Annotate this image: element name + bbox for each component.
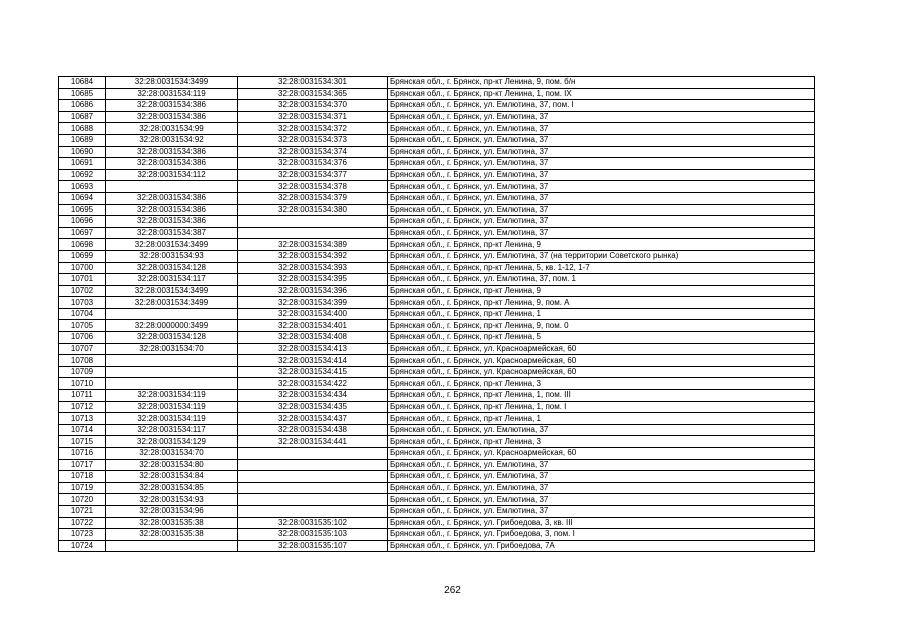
address-cell: Брянская обл., г. Брянск, ул. Емлютина, 37: [388, 204, 815, 216]
cadastral-object-number-cell: 32:28:0031535:103: [238, 529, 388, 541]
address-cell: Брянская обл., г. Брянск, ул. Емлютина, 37: [388, 227, 815, 239]
address-cell: Брянская обл., г. Брянск, ул. Емлютина, 37: [388, 459, 815, 471]
row-number-cell: 10690: [59, 146, 106, 158]
cadastral-land-number-cell: 32:28:0031534:117: [106, 424, 238, 436]
cadastral-land-number-cell: 32:28:0031534:119: [106, 390, 238, 402]
table-row: [59, 355, 815, 367]
cadastral-object-number-cell: 32:28:0031534:435: [238, 401, 388, 413]
row-number-cell: 10720: [59, 494, 106, 506]
row-number-cell: 10693: [59, 181, 106, 193]
table-row: [59, 424, 815, 436]
cadastral-object-number-cell: 32:28:0031534:377: [238, 169, 388, 181]
row-number-cell: 10687: [59, 111, 106, 123]
table-row: [59, 239, 815, 251]
table-row: [59, 88, 815, 100]
address-cell: Брянская обл., г. Брянск, пр-кт Ленина, 9, пом. 0: [388, 320, 815, 332]
cadastral-land-number-cell: 32:28:0031534:70: [106, 448, 238, 460]
address-cell: Брянская обл., г. Брянск, пр-кт Ленина, 3: [388, 436, 815, 448]
table-row: [59, 111, 815, 123]
table-row: [59, 517, 815, 529]
address-cell: Брянская обл., г. Брянск, ул. Емлютина, 37: [388, 181, 815, 193]
cadastral-object-number-cell: 32:28:0031534:400: [238, 308, 388, 320]
cadastral-object-number-cell: [238, 471, 388, 483]
table-row: [59, 401, 815, 413]
cadastral-land-number-cell: 32:28:0031534:96: [106, 505, 238, 517]
cadastral-object-number-cell: 32:28:0031534:301: [238, 77, 388, 89]
table-row: [59, 378, 815, 390]
row-number-cell: 10699: [59, 250, 106, 262]
cadastral-land-number-cell: 32:28:0031534:128: [106, 332, 238, 344]
row-number-cell: 10702: [59, 285, 106, 297]
row-number-cell: 10710: [59, 378, 106, 390]
address-cell: Брянская обл., г. Брянск, ул. Емлютина, 37: [388, 158, 815, 170]
cadastral-object-number-cell: 32:28:0031534:396: [238, 285, 388, 297]
cadastral-object-number-cell: 32:28:0031534:380: [238, 204, 388, 216]
cadastral-land-number-cell: 32:28:0031534:92: [106, 134, 238, 146]
cadastral-object-number-cell: 32:28:0031534:376: [238, 158, 388, 170]
table-row: [59, 343, 815, 355]
table-row: [59, 100, 815, 112]
address-cell: Брянская обл., г. Брянск, пр-кт Ленина, 9, пом. А: [388, 297, 815, 309]
cadastral-land-number-cell: 32:28:0031534:112: [106, 169, 238, 181]
table-row: [59, 227, 815, 239]
address-cell: Брянская обл., г. Брянск, ул. Красноармейская, 60: [388, 343, 815, 355]
cadastral-land-number-cell: 32:28:0031534:386: [106, 146, 238, 158]
property-registry-table: [58, 76, 815, 552]
cadastral-object-number-cell: 32:28:0031534:434: [238, 390, 388, 402]
table-row: [59, 505, 815, 517]
address-cell: Брянская обл., г. Брянск, ул. Емлютина, 37: [388, 494, 815, 506]
row-number-cell: 10721: [59, 505, 106, 517]
address-cell: Брянская обл., г. Брянск, пр-кт Ленина, 1: [388, 308, 815, 320]
table-row: [59, 181, 815, 193]
address-cell: Брянская обл., г. Брянск, пр-кт Ленина, 9, пом. б/н: [388, 77, 815, 89]
cadastral-object-number-cell: 32:28:0031534:422: [238, 378, 388, 390]
table-row: [59, 158, 815, 170]
address-cell: Брянская обл., г. Брянск, ул. Емлютина, 37: [388, 134, 815, 146]
cadastral-object-number-cell: [238, 505, 388, 517]
address-cell: Брянская обл., г. Брянск, ул. Емлютина, 37: [388, 216, 815, 228]
row-number-cell: 10709: [59, 366, 106, 378]
row-number-cell: 10698: [59, 239, 106, 251]
cadastral-land-number-cell: 32:28:0031534:3499: [106, 285, 238, 297]
cadastral-land-number-cell: 32:28:0031534:3499: [106, 239, 238, 251]
row-number-cell: 10708: [59, 355, 106, 367]
cadastral-land-number-cell: [106, 308, 238, 320]
address-cell: Брянская обл., г. Брянск, ул. Емлютина, 37: [388, 192, 815, 204]
table-row: [59, 529, 815, 541]
cadastral-object-number-cell: 32:28:0031534:437: [238, 413, 388, 425]
cadastral-object-number-cell: 32:28:0031534:414: [238, 355, 388, 367]
table-row: [59, 297, 815, 309]
table-row: [59, 494, 815, 506]
row-number-cell: 10686: [59, 100, 106, 112]
cadastral-land-number-cell: 32:28:0031534:84: [106, 471, 238, 483]
address-cell: Брянская обл., г. Брянск, пр-кт Ленина, 9: [388, 239, 815, 251]
address-cell: Брянская обл., г. Брянск, ул. Красноармейская, 60: [388, 355, 815, 367]
row-number-cell: 10714: [59, 424, 106, 436]
table-row: [59, 146, 815, 158]
cadastral-land-number-cell: 32:28:0031534:80: [106, 459, 238, 471]
cadastral-object-number-cell: 32:28:0031535:107: [238, 540, 388, 552]
cadastral-object-number-cell: [238, 482, 388, 494]
address-cell: Брянская обл., г. Брянск, ул. Емлютина, 37: [388, 482, 815, 494]
address-cell: Брянская обл., г. Брянск, ул. Емлютина, 37, пом. I: [388, 100, 815, 112]
cadastral-object-number-cell: 32:28:0031535:102: [238, 517, 388, 529]
address-cell: Брянская обл., г. Брянск, пр-кт Ленина, 1, пом. III: [388, 390, 815, 402]
cadastral-land-number-cell: [106, 366, 238, 378]
cadastral-object-number-cell: 32:28:0031534:379: [238, 192, 388, 204]
row-number-cell: 10712: [59, 401, 106, 413]
cadastral-object-number-cell: 32:28:0031534:438: [238, 424, 388, 436]
cadastral-object-number-cell: [238, 459, 388, 471]
row-number-cell: 10723: [59, 529, 106, 541]
table-row: [59, 262, 815, 274]
cadastral-land-number-cell: 32:28:0031534:386: [106, 204, 238, 216]
address-cell: Брянская обл., г. Брянск, ул. Грибоедова, 3, кв. III: [388, 517, 815, 529]
address-cell: Брянская обл., г. Брянск, пр-кт Ленина, 1, пом. I: [388, 401, 815, 413]
row-number-cell: 10685: [59, 88, 106, 100]
table-row: [59, 332, 815, 344]
cadastral-land-number-cell: 32:28:0031534:3499: [106, 77, 238, 89]
cadastral-object-number-cell: 32:28:0031534:374: [238, 146, 388, 158]
cadastral-object-number-cell: [238, 494, 388, 506]
cadastral-object-number-cell: 32:28:0031534:370: [238, 100, 388, 112]
cadastral-land-number-cell: 32:28:0031534:387: [106, 227, 238, 239]
table-row: [59, 320, 815, 332]
table-row: [59, 366, 815, 378]
address-cell: Брянская обл., г. Брянск, ул. Грибоедова, 3, пом. I: [388, 529, 815, 541]
table-row: [59, 390, 815, 402]
cadastral-land-number-cell: [106, 181, 238, 193]
cadastral-land-number-cell: 32:28:0031534:3499: [106, 297, 238, 309]
cadastral-object-number-cell: 32:28:0031534:441: [238, 436, 388, 448]
cadastral-land-number-cell: 32:28:0031534:93: [106, 494, 238, 506]
cadastral-object-number-cell: 32:28:0031534:408: [238, 332, 388, 344]
address-cell: Брянская обл., г. Брянск, пр-кт Ленина, 5: [388, 332, 815, 344]
row-number-cell: 10704: [59, 308, 106, 320]
cadastral-object-number-cell: 32:28:0031534:392: [238, 250, 388, 262]
cadastral-land-number-cell: 32:28:0000000:3499: [106, 320, 238, 332]
row-number-cell: 10724: [59, 540, 106, 552]
cadastral-object-number-cell: [238, 216, 388, 228]
cadastral-land-number-cell: 32:28:0031535:38: [106, 529, 238, 541]
cadastral-object-number-cell: 32:28:0031534:389: [238, 239, 388, 251]
row-number-cell: 10701: [59, 274, 106, 286]
table-row: [59, 285, 815, 297]
address-cell: Брянская обл., г. Брянск, ул. Емлютина, 37 (на территории Советского рынка): [388, 250, 815, 262]
cadastral-land-number-cell: [106, 540, 238, 552]
cadastral-object-number-cell: [238, 448, 388, 460]
address-cell: Брянская обл., г. Брянск, ул. Емлютина, 37: [388, 471, 815, 483]
cadastral-land-number-cell: 32:28:0031534:386: [106, 216, 238, 228]
cadastral-land-number-cell: [106, 378, 238, 390]
cadastral-land-number-cell: 32:28:0031534:129: [106, 436, 238, 448]
row-number-cell: 10713: [59, 413, 106, 425]
cadastral-object-number-cell: 32:28:0031534:371: [238, 111, 388, 123]
address-cell: Брянская обл., г. Брянск, пр-кт Ленина, 1, пом. IX: [388, 88, 815, 100]
table-row: [59, 413, 815, 425]
address-cell: Брянская обл., г. Брянск, ул. Грибоедова, 7А: [388, 540, 815, 552]
row-number-cell: 10694: [59, 192, 106, 204]
cadastral-object-number-cell: [238, 227, 388, 239]
cadastral-land-number-cell: 32:28:0031534:386: [106, 192, 238, 204]
cadastral-object-number-cell: 32:28:0031534:373: [238, 134, 388, 146]
address-cell: Брянская обл., г. Брянск, ул. Емлютина, 37: [388, 505, 815, 517]
table-row: [59, 540, 815, 552]
address-cell: Брянская обл., г. Брянск, пр-кт Ленина, 1: [388, 413, 815, 425]
table-body: [59, 77, 815, 552]
cadastral-land-number-cell: 32:28:0031534:99: [106, 123, 238, 135]
address-cell: Брянская обл., г. Брянск, ул. Емлютина, 37: [388, 111, 815, 123]
table-row: [59, 436, 815, 448]
table-row: [59, 169, 815, 181]
cadastral-land-number-cell: 32:28:0031535:38: [106, 517, 238, 529]
address-cell: Брянская обл., г. Брянск, ул. Емлютина, 37: [388, 123, 815, 135]
table-row: [59, 204, 815, 216]
page-number: 262: [444, 585, 461, 596]
row-number-cell: 10688: [59, 123, 106, 135]
row-number-cell: 10692: [59, 169, 106, 181]
row-number-cell: 10715: [59, 436, 106, 448]
cadastral-land-number-cell: 32:28:0031534:386: [106, 158, 238, 170]
row-number-cell: 10697: [59, 227, 106, 239]
row-number-cell: 10684: [59, 77, 106, 89]
address-cell: Брянская обл., г. Брянск, ул. Емлютина, 37, пом. 1: [388, 274, 815, 286]
address-cell: Брянская обл., г. Брянск, пр-кт Ленина, 3: [388, 378, 815, 390]
cadastral-land-number-cell: 32:28:0031534:93: [106, 250, 238, 262]
row-number-cell: 10696: [59, 216, 106, 228]
address-cell: Брянская обл., г. Брянск, ул. Емлютина, 37: [388, 424, 815, 436]
cadastral-land-number-cell: 32:28:0031534:128: [106, 262, 238, 274]
row-number-cell: 10705: [59, 320, 106, 332]
cadastral-object-number-cell: 32:28:0031534:378: [238, 181, 388, 193]
table-row: [59, 482, 815, 494]
row-number-cell: 10716: [59, 448, 106, 460]
row-number-cell: 10706: [59, 332, 106, 344]
row-number-cell: 10711: [59, 390, 106, 402]
row-number-cell: 10719: [59, 482, 106, 494]
cadastral-land-number-cell: 32:28:0031534:70: [106, 343, 238, 355]
cadastral-land-number-cell: 32:28:0031534:386: [106, 111, 238, 123]
table-row: [59, 192, 815, 204]
table-row: [59, 216, 815, 228]
cadastral-object-number-cell: 32:28:0031534:399: [238, 297, 388, 309]
table-row: [59, 448, 815, 460]
table-row: [59, 250, 815, 262]
cadastral-land-number-cell: [106, 355, 238, 367]
table-row: [59, 471, 815, 483]
row-number-cell: 10695: [59, 204, 106, 216]
table-row: [59, 77, 815, 89]
address-cell: Брянская обл., г. Брянск, ул. Емлютина, 37: [388, 169, 815, 181]
address-cell: Брянская обл., г. Брянск, ул. Красноармейская, 60: [388, 366, 815, 378]
row-number-cell: 10700: [59, 262, 106, 274]
table-row: [59, 134, 815, 146]
row-number-cell: 10691: [59, 158, 106, 170]
cadastral-land-number-cell: 32:28:0031534:85: [106, 482, 238, 494]
row-number-cell: 10722: [59, 517, 106, 529]
cadastral-land-number-cell: 32:28:0031534:119: [106, 413, 238, 425]
address-cell: Брянская обл., г. Брянск, пр-кт Ленина, 9: [388, 285, 815, 297]
table-row: [59, 459, 815, 471]
cadastral-object-number-cell: 32:28:0031534:413: [238, 343, 388, 355]
row-number-cell: 10718: [59, 471, 106, 483]
row-number-cell: 10689: [59, 134, 106, 146]
cadastral-object-number-cell: 32:28:0031534:372: [238, 123, 388, 135]
address-cell: Брянская обл., г. Брянск, пр-кт Ленина, 5, кв. 1-12, 1-7: [388, 262, 815, 274]
cadastral-object-number-cell: 32:28:0031534:393: [238, 262, 388, 274]
cadastral-land-number-cell: 32:28:0031534:117: [106, 274, 238, 286]
cadastral-land-number-cell: 32:28:0031534:119: [106, 88, 238, 100]
cadastral-object-number-cell: 32:28:0031534:395: [238, 274, 388, 286]
row-number-cell: 10707: [59, 343, 106, 355]
cadastral-object-number-cell: 32:28:0031534:415: [238, 366, 388, 378]
address-cell: Брянская обл., г. Брянск, ул. Красноармейская, 60: [388, 448, 815, 460]
cadastral-object-number-cell: 32:28:0031534:401: [238, 320, 388, 332]
cadastral-land-number-cell: 32:28:0031534:386: [106, 100, 238, 112]
cadastral-land-number-cell: 32:28:0031534:119: [106, 401, 238, 413]
address-cell: Брянская обл., г. Брянск, ул. Емлютина, 37: [388, 146, 815, 158]
table-row: [59, 123, 815, 135]
cadastral-object-number-cell: 32:28:0031534:365: [238, 88, 388, 100]
table-row: [59, 308, 815, 320]
row-number-cell: 10703: [59, 297, 106, 309]
table-row: [59, 274, 815, 286]
row-number-cell: 10717: [59, 459, 106, 471]
